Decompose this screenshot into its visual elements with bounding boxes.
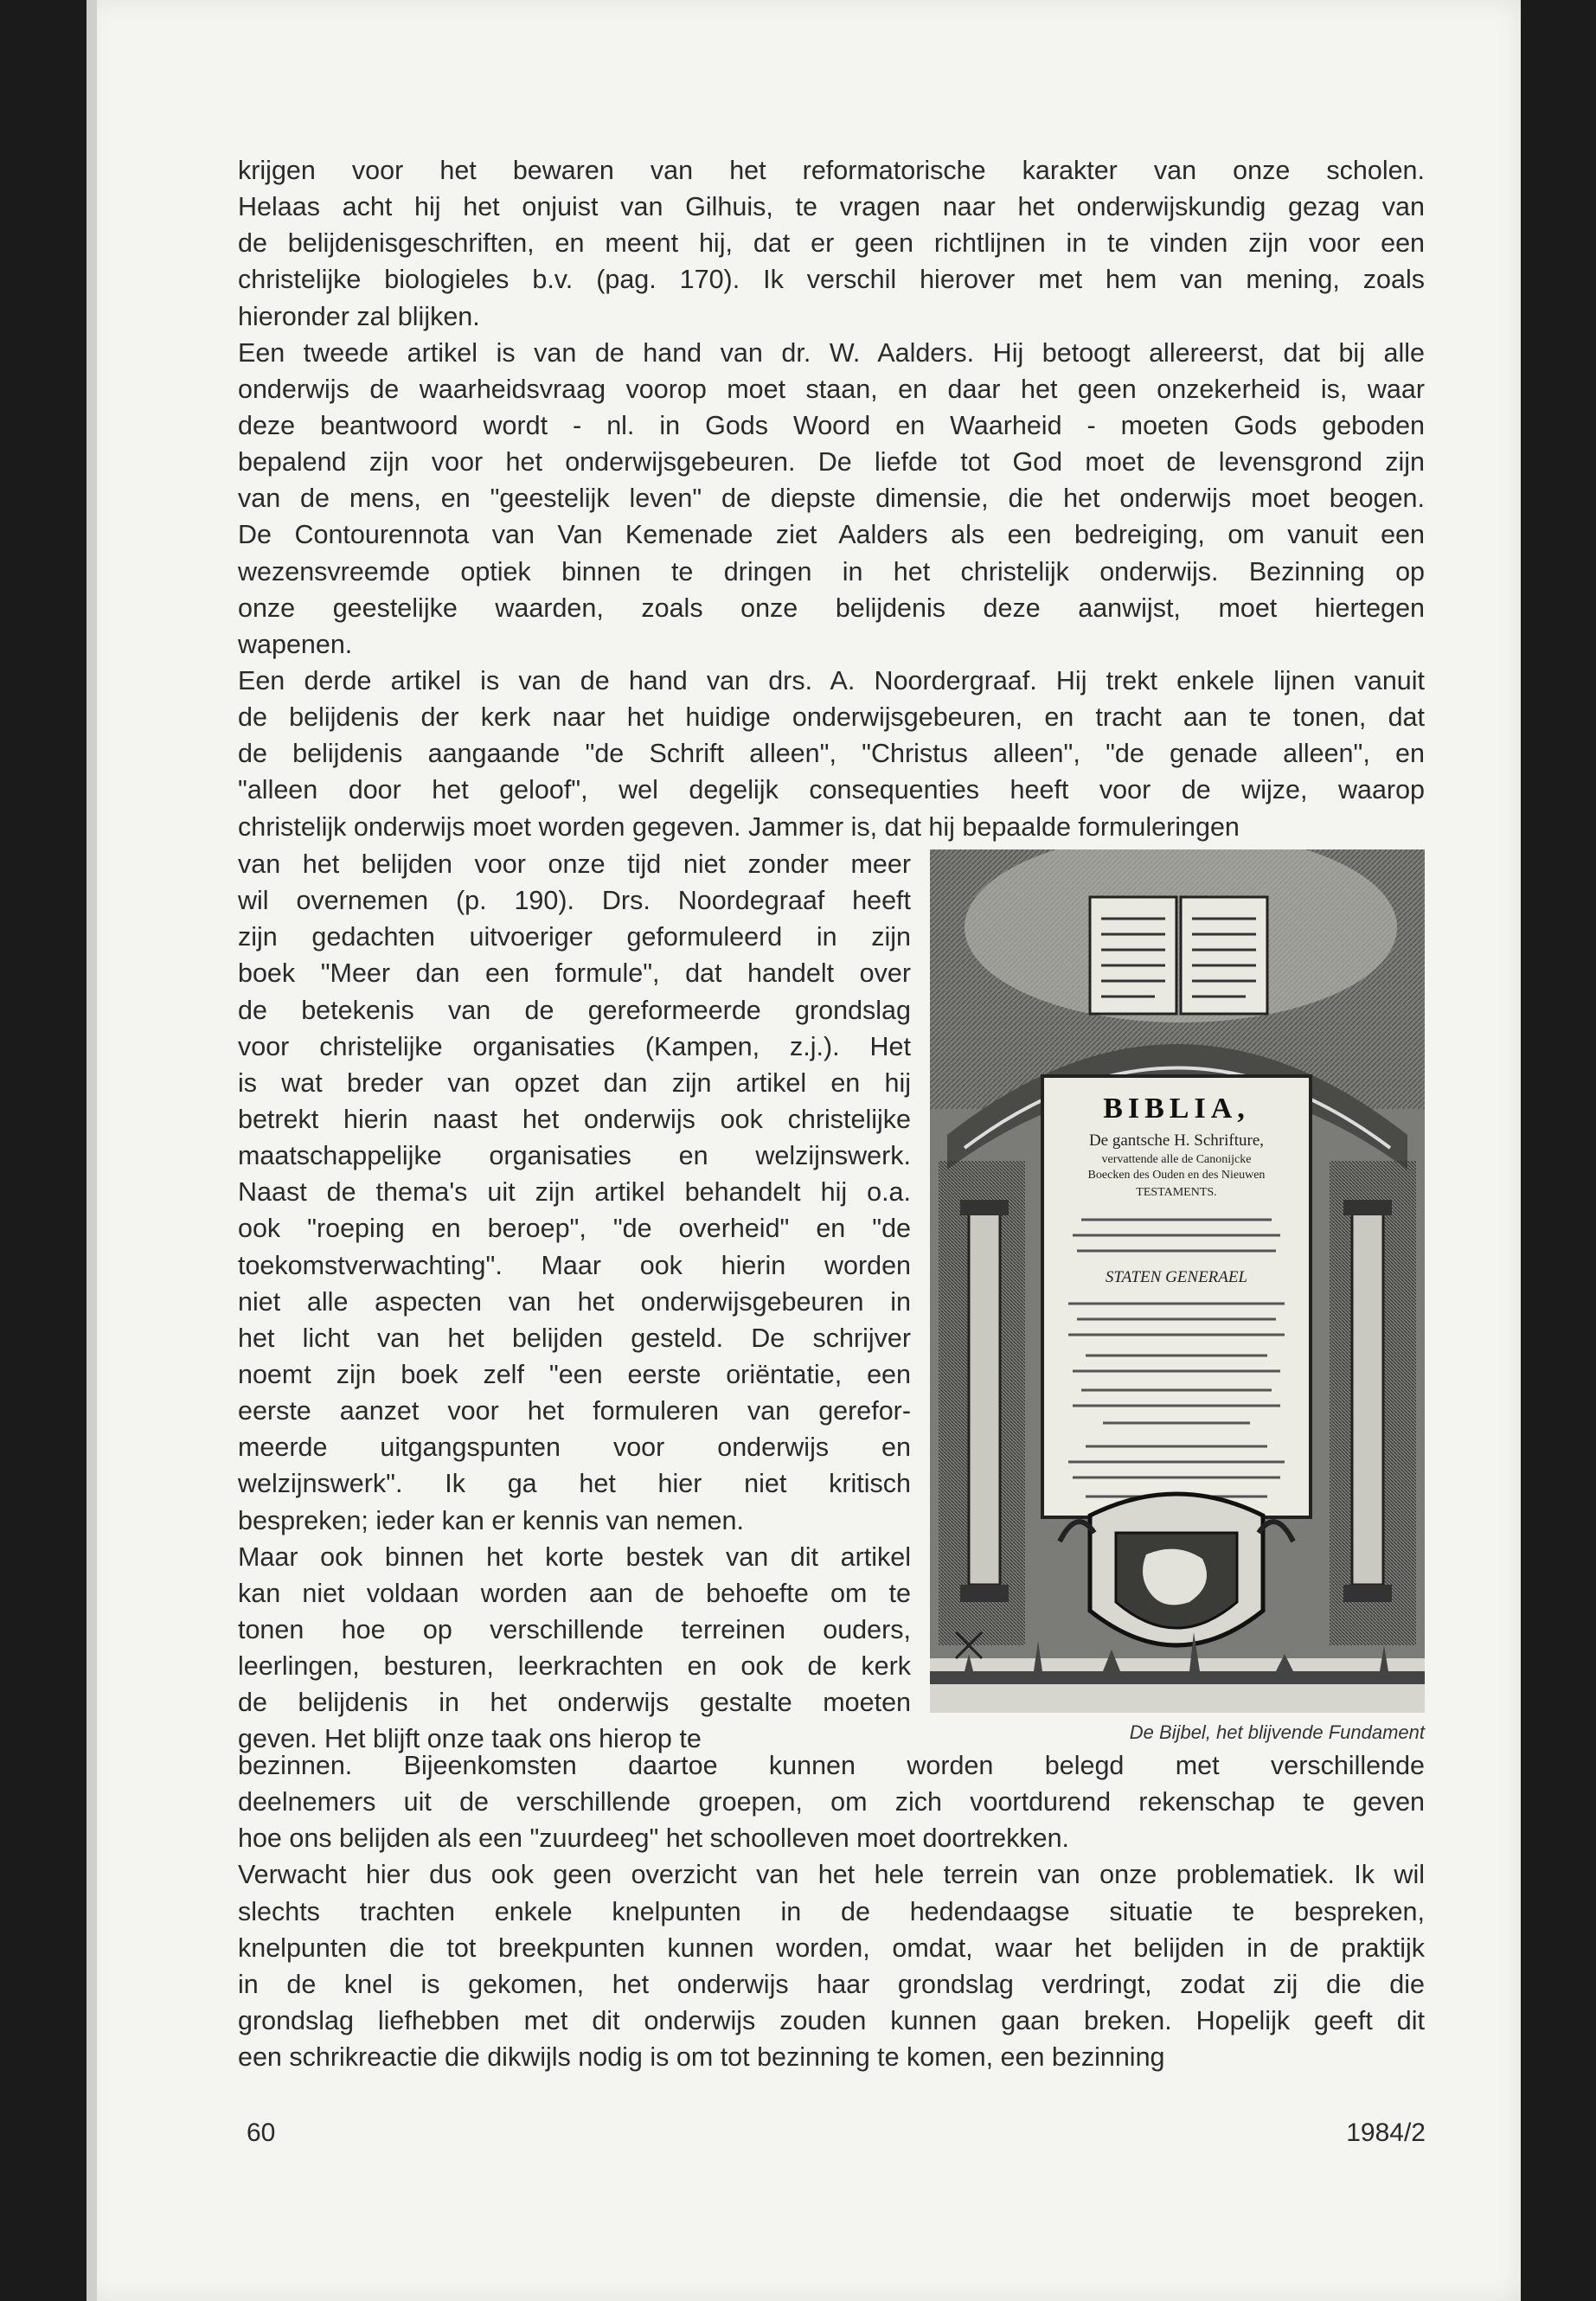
- text-line: leerlingen, besturen, leerkrachten en ook de kerk: [238, 1651, 911, 1682]
- text-block-left-column: [238, 846, 911, 1758]
- text-line: christelijke biologieles b.v. (pag. 170). Ik verschil hierover met hem van mening, zoals: [238, 265, 1425, 295]
- text-line: onze geestelijke waarden, zoals onze belijdenis deze aanwijst, moet hiertegen: [238, 593, 1425, 623]
- text-line: maatschappelijke organisaties en welzijnswerk.: [238, 1141, 911, 1171]
- text-line: "alleen door het geloof", wel degelijk consequenties heeft voor de wijze, waarop: [238, 775, 1425, 805]
- text-line: noemt zijn boek zelf "een eerste oriëntatie, een: [238, 1359, 911, 1389]
- bible-title-page-illustration: [930, 849, 1425, 1713]
- text-line: knelpunten die tot breekpunten kunnen worden, omdat, waar het belijden in de praktijk: [238, 1932, 1425, 1963]
- text-line: krijgen voor het bewaren van het reformatorische karakter van onze scholen.: [238, 156, 1425, 185]
- text-line: welzijnswerk". Ik ga het hier niet kritisch: [238, 1469, 911, 1499]
- text-line: wezensvreemde optiek binnen te dringen in het christelijk onderwijs. Bezinning op: [238, 556, 1425, 586]
- right-column-pillar: [1330, 1161, 1416, 1645]
- text-line: wil overnemen (p. 190). Drs. Noordegraaf heeft: [238, 886, 911, 916]
- text-line: meerde uitgangspunten voor onderwijs en: [238, 1433, 911, 1463]
- text-line: eerste aanzet voor het formuleren van gerefor-: [238, 1396, 911, 1426]
- text-block-bottom: [238, 1747, 1425, 2075]
- figure-caption: De Bijbel, het blijvende Fundament: [1129, 1721, 1425, 1743]
- text-line: Maar ook binnen het korte bestek van dit artikel: [238, 1541, 911, 1572]
- text-line: de belijdenis der kerk naar het huidige onderwijsgebeuren, en tracht aan te tonen, dat: [238, 702, 1425, 733]
- document-page: [87, 0, 1521, 2301]
- text-line: Helaas acht hij het onjuist van Gilhuis, te vragen naar het onderwijskundig gezag van: [238, 192, 1425, 222]
- text-block-top: [238, 152, 1425, 845]
- title-line-5: STATEN GENERAEL: [1105, 1268, 1248, 1286]
- page-number: 60: [247, 2118, 276, 2147]
- issue-number: 1984/2: [1346, 2118, 1426, 2147]
- left-column-pillar: [939, 1161, 1025, 1645]
- text-line: bezinnen. Bijeenkomsten daartoe kunnen worden belegd met verschillende: [238, 1751, 1425, 1780]
- text-line: de belijdenisgeschriften, en meent hij, dat er geen richtlijnen in te vinden zijn voor een: [238, 228, 1425, 259]
- text-line: onderwijs de waarheidsvraag voorop moet staan, en daar het geen onzekerheid is, waar: [238, 374, 1425, 404]
- text-line: in de knel is gekomen, het onderwijs haar grondslag verdringt, zodat zij die die: [238, 1969, 1425, 1999]
- title-biblia: BIBLIA,: [1103, 1093, 1250, 1125]
- text-line: van het belijden voor onze tijd niet zonder meer: [238, 849, 911, 879]
- text-line: wapenen.: [238, 629, 353, 659]
- text-line: De Contourennota van Van Kemenade ziet Aalders als een bedreiging, om vanuit een: [238, 520, 1425, 550]
- text-line: boek "Meer dan een formule", dat handelt over: [238, 958, 911, 989]
- text-line: de belijdenis aangaande "de Schrift alleen", "Christus alleen", "de genade alleen", en: [238, 739, 1425, 769]
- text-line: deze beantwoord wordt - nl. in Gods Woord en Waarheid - moeten Gods geboden: [238, 410, 1425, 440]
- text-line: christelijk onderwijs moet worden gegeven. Jammer is, dat hij bepaalde formuleringen: [238, 811, 1240, 842]
- text-line: ook "roeping en beroep", "de overheid" en "de: [238, 1214, 911, 1244]
- text-line: bespreken; ieder kan er kennis van nemen.: [238, 1505, 744, 1535]
- text-line: bepalend zijn voor het onderwijsgebeuren. De liefde tot God moet de levensgrond zijn: [238, 447, 1425, 478]
- text-line: tonen hoe op verschillende terreinen ouders,: [238, 1614, 911, 1644]
- text-line: van de mens, en "geestelijk leven" de diepste dimensie, die het onderwijs moet beogen.: [238, 484, 1425, 514]
- text-line: deelnemers uit de verschillende groepen, om zich voortdurend rekenschap te geven: [238, 1787, 1425, 1817]
- text-line: de betekenis van de gereformeerde grondslag: [238, 995, 911, 1025]
- title-line-2: vervattende alle de Canonijcke: [1101, 1153, 1252, 1166]
- scan-edge: [87, 0, 97, 2301]
- title-line-4: TESTAMENTS.: [1136, 1186, 1217, 1199]
- text-line: hoe ons belijden als een "zuurdeeg" het schoolleven moet doortrekken.: [238, 1823, 1070, 1854]
- text-line: Een tweede artikel is van de hand van dr. W. Aalders. Hij betoogt allereerst, dat bij alle: [238, 337, 1425, 368]
- text-line: niet alle aspecten van het onderwijsgebeuren in: [238, 1286, 911, 1317]
- text-line: een schrikreactie die dikwijls nodig is om tot bezinning te komen, een bezinning: [238, 2042, 1165, 2073]
- text-line: de belijdenis in het onderwijs gestalte moeten: [238, 1688, 911, 1718]
- text-line: geven. Het blijft onze taak ons hierop te: [238, 1724, 702, 1754]
- engraving-drawing: [930, 849, 1425, 1713]
- text-line: Naast de thema's uit zijn artikel behandelt hij o.a.: [238, 1177, 911, 1208]
- text-line: Verwacht hier dus ook geen overzicht van het hele terrein van onze problematiek. Ik wil: [238, 1860, 1425, 1890]
- text-line: betrekt hierin naast het onderwijs ook christelijke: [238, 1104, 911, 1134]
- text-line: toekomstverwachting". Maar ook hierin worden: [238, 1250, 911, 1280]
- text-line: het licht van het belijden gesteld. De schrijver: [238, 1323, 911, 1353]
- text-line: voor christelijke organisaties (Kampen, z.j.). Het: [238, 1031, 911, 1061]
- text-line: hieronder zal blijken.: [238, 301, 480, 331]
- title-line-3: Boecken des Ouden en des Nieuwen: [1087, 1169, 1266, 1182]
- text-line: slechts trachten enkele knelpunten in de hedendaagse situatie te bespreken,: [238, 1896, 1425, 1926]
- text-line: is wat breder van opzet dan zijn artikel en hij: [238, 1067, 911, 1098]
- text-line: Een derde artikel is van de hand van drs. A. Noordergraaf. Hij trekt enkele lijnen vanuit: [238, 665, 1425, 695]
- text-line: grondslag liefhebben met dit onderwijs zouden kunnen gaan breken. Hopelijk geeft dit: [238, 2005, 1425, 2035]
- text-line: zijn gedachten uitvoeriger geformuleerd in zijn: [238, 922, 911, 952]
- text-line: kan niet voldaan worden aan de behoefte om te: [238, 1578, 911, 1608]
- title-line-1: De gantsche H. Schrifture,: [1088, 1131, 1265, 1150]
